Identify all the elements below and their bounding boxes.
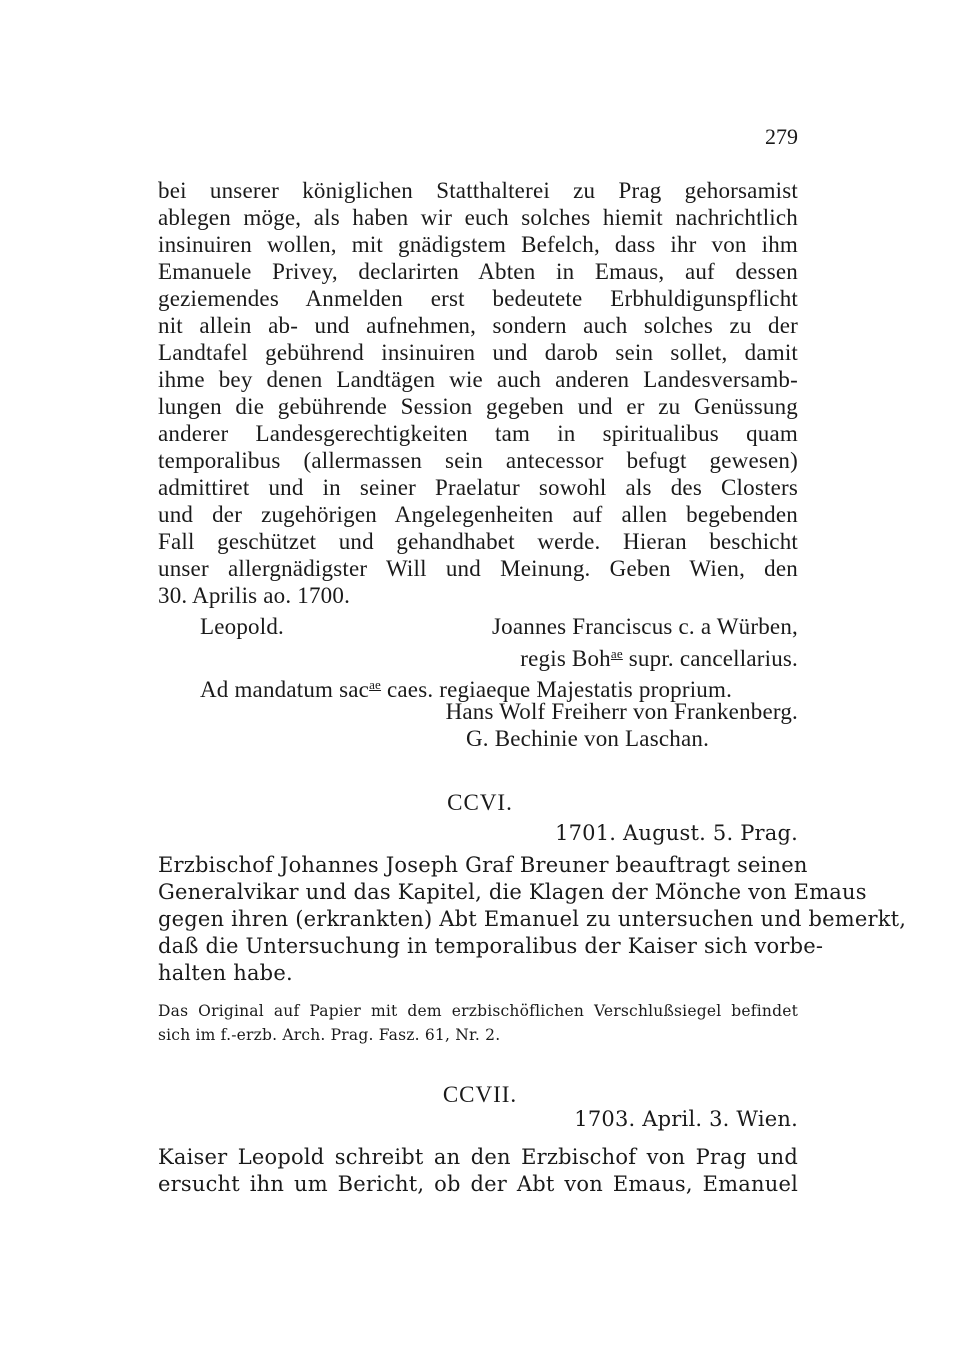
text-line: Landtafel gebührend insinuiren und darob sein sollet, damit [158,340,798,365]
text-line: 30. Aprilis ao. 1700. [158,583,351,608]
text-line: nit allein ab- und aufnehmen, sondern auch solches zu der [158,313,798,338]
mandatum-post: caes. regiaeque Majestatis proprium. [381,677,733,702]
signature-joannes: Joannes Franciscus c. a Würben, [492,614,798,639]
text-line: Emanuele Privey, declarirten Abten in Emaus, auf dessen [158,259,798,284]
text-line: geziemendes Anmelden erst bedeutete Erbhuldigunspflicht [158,286,798,311]
summary-line: Erzbischof Johannes Joseph Graf Breuner beauftragt seinen [158,853,808,877]
document-number-ccvii: CCVII. [442,1082,518,1107]
text-line: ablegen möge, als haben wir euch solches hiemit nachrichtlich [158,205,798,230]
document-number-ccvi: CCVI. [447,790,513,815]
mandatum-pre: Ad mandatum sac [200,677,370,702]
signature-title [520,640,798,672]
document-date-ccvi: 1701. August. 5. Prag. [555,821,798,845]
text-line: bei unserer königlichen Statthalterei zu Prag gehorsamist [158,178,798,203]
text-line: ihme bey denen Landtägen wie auch anderen Landesversamb- [158,367,798,392]
summary-line: halten habe. [158,961,293,985]
text-line: und der zugehörigen Angelegenheiten auf allen begebenden [158,502,798,527]
signature-hans: Hans Wolf Freiherr von Frankenberg. [445,699,798,724]
text-line: unser allergnädigster Will und Meinung. Geben Wien, den [158,556,798,581]
source-note-line: sich im f.-erzb. Arch. Prag. Fasz. 61, Nr. 2. [158,1026,501,1044]
source-note-line: Das Original auf Papier mit dem erzbischöflichen Verschlußsiegel befindet [158,1002,798,1020]
superscript: ae [610,646,623,661]
page-number: 279 [765,124,798,149]
text-line: Fall geschützet und gehandhabet werde. Hieran beschicht [158,529,798,554]
summary-line: Kaiser Leopold schreibt an den Erzbischof von Prag und [158,1145,798,1169]
summary-line: gegen ihren (erkrankten) Abt Emanuel zu untersuchen und bemerkt, [158,907,907,931]
text-line: anderer Landesgerechtigkeiten tam in spiritualibus quam [158,421,798,446]
signature-bechinie: G. Bechinie von Laschan. [466,726,710,751]
signature-title-pre: regis Boh [520,646,611,671]
signature-leopold: Leopold. [200,614,284,639]
superscript: ae [369,677,382,692]
summary-line: ersucht ihn um Bericht, ob der Abt von Emaus, Emanuel [158,1172,798,1196]
text-line: insinuiren wollen, mit gnädigstem Befelch, dass ihr von ihm [158,232,798,257]
text-line: admittiret und in seiner Praelatur sowohl als des Closters [158,475,798,500]
document-date-ccvii: 1703. April. 3. Wien. [574,1107,798,1131]
text-line: temporalibus (allermassen sein antecessor befugt gewesen) [158,448,798,473]
signature-title-post: supr. cancellarius. [622,646,798,671]
summary-line: Generalvikar und das Kapitel, die Klagen der Mönche von Emaus [158,880,867,904]
text-line: lungen die gebührende Session gegeben und er zu Genüssung [158,394,798,419]
summary-line: daß die Untersuchung in temporalibus der Kaiser sich vorbe- [158,934,824,958]
